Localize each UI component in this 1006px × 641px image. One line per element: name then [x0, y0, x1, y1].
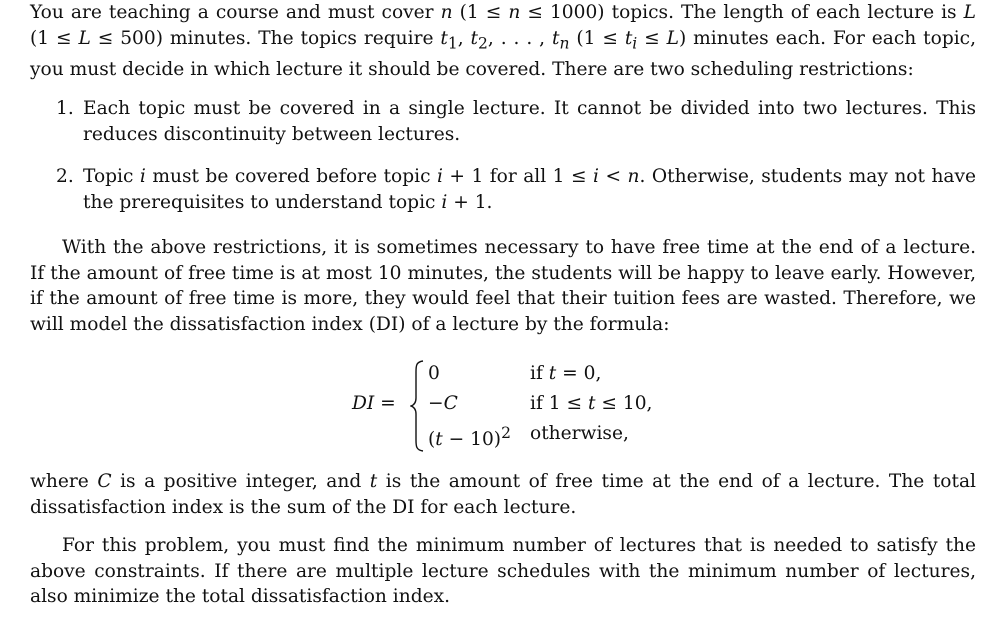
- text-run: + 1.: [447, 191, 493, 213]
- text-run: where: [30, 471, 98, 492]
- math-var: i: [139, 166, 146, 187]
- math-var: i: [593, 166, 599, 187]
- math-subscript: n: [559, 34, 570, 53]
- text-run: ≤ 500) minutes. The topics require: [90, 27, 441, 49]
- text-run: if: [530, 363, 549, 384]
- math-var: DI: [352, 393, 375, 414]
- equals-sign: =: [374, 393, 396, 414]
- text-run: Topic: [83, 166, 140, 187]
- text-run: , . . . ,: [487, 27, 552, 49]
- math-subscript: i: [632, 34, 638, 53]
- text-run: −: [428, 393, 444, 414]
- list-text: [83, 164, 976, 215]
- text-run: You are teaching a course and must cover: [30, 2, 441, 23]
- text-run: . Otherwise, students may not have the prerequisites to understand topic: [83, 166, 977, 213]
- text-run: is a positive integer, and: [111, 471, 370, 492]
- text-run: − 10): [442, 429, 502, 451]
- text-run: + 1 for all 1 ≤: [442, 166, 594, 187]
- equation-lhs: [352, 391, 396, 417]
- math-var: t: [435, 429, 443, 451]
- math-var: n: [440, 2, 453, 23]
- text-run: (: [428, 429, 436, 451]
- math-var: C: [97, 471, 112, 492]
- di-equation: [352, 360, 672, 452]
- text-run: if 1 ≤: [530, 393, 588, 414]
- case-value: 0: [428, 363, 440, 384]
- text-run: (1 ≤: [30, 27, 79, 49]
- math-var: L: [666, 27, 680, 49]
- text-run: ≤ 10,: [595, 393, 653, 414]
- math-var: t: [470, 27, 479, 49]
- math-subscript: 2: [478, 34, 488, 53]
- text-run: ≤: [637, 27, 667, 49]
- math-var: t: [369, 471, 378, 492]
- text-run: must be covered before topic: [145, 166, 437, 187]
- math-var: i: [441, 191, 448, 213]
- text-run: = 0,: [556, 363, 602, 384]
- math-var: t: [548, 363, 557, 384]
- math-var: i: [436, 166, 443, 187]
- restrictions-paragraph: With the above restrictions, it is sometimes necessary to have free time at the end of a lecture. If the amount of free time is at most 10 minutes, the students will be happy to leave early. However, if the amount of free time is more, they would feel that their tuition fees are wasted. Therefore, we will model the dissatisfaction index (DI) of a lecture by the formula:: [30, 237, 976, 335]
- list-number: 2.: [56, 166, 74, 187]
- case-condition: [530, 361, 601, 387]
- math-var: t: [440, 27, 448, 49]
- math-var: n: [508, 2, 521, 23]
- text-run: (1 ≤: [569, 27, 625, 49]
- math-var: L: [78, 27, 91, 49]
- text-run: ,: [457, 27, 471, 49]
- math-var: L: [963, 2, 976, 23]
- problem-paragraph: For this problem, you must find the minimum number of lectures that is needed to satisfy the above constraints. If there are multiple lecture schedules with the minimum number of lectures, also minimize the total dissatisfaction index.: [30, 535, 976, 607]
- where-paragraph: [30, 469, 976, 520]
- intro-paragraph: [30, 0, 976, 82]
- list-item-2: [56, 164, 976, 215]
- text-run: ) minutes each. For each topic, you must decide in which lecture it should be covered. There are two scheduling restrictions:: [30, 27, 976, 80]
- case-condition: [530, 391, 652, 417]
- text-run: is the amount of free time at the end of a lecture. The total dissatisfaction index is the sum of the DI for each lecture.: [30, 471, 976, 518]
- text-run: (1 ≤: [452, 2, 509, 23]
- math-var: n: [627, 166, 640, 187]
- math-subscript: 1: [447, 34, 458, 53]
- list-text: Each topic must be covered in a single lecture. It cannot be divided into two lectures. This reduces discontinuity between lectures.: [83, 98, 976, 145]
- case-condition: otherwise,: [530, 423, 629, 444]
- case-value: [428, 421, 511, 453]
- math-var: t: [551, 27, 560, 49]
- list-number: 1.: [56, 98, 74, 119]
- list-item-1: [56, 96, 976, 147]
- math-var: t: [624, 27, 633, 49]
- math-var: C: [443, 393, 458, 414]
- math-var: t: [587, 393, 596, 414]
- math-superscript: 2: [501, 424, 511, 442]
- left-brace-icon: [410, 360, 424, 452]
- text-run: <: [598, 166, 628, 187]
- case-value: [428, 391, 458, 417]
- text-run: ≤ 1000) topics. The length of each lecture is: [520, 2, 964, 23]
